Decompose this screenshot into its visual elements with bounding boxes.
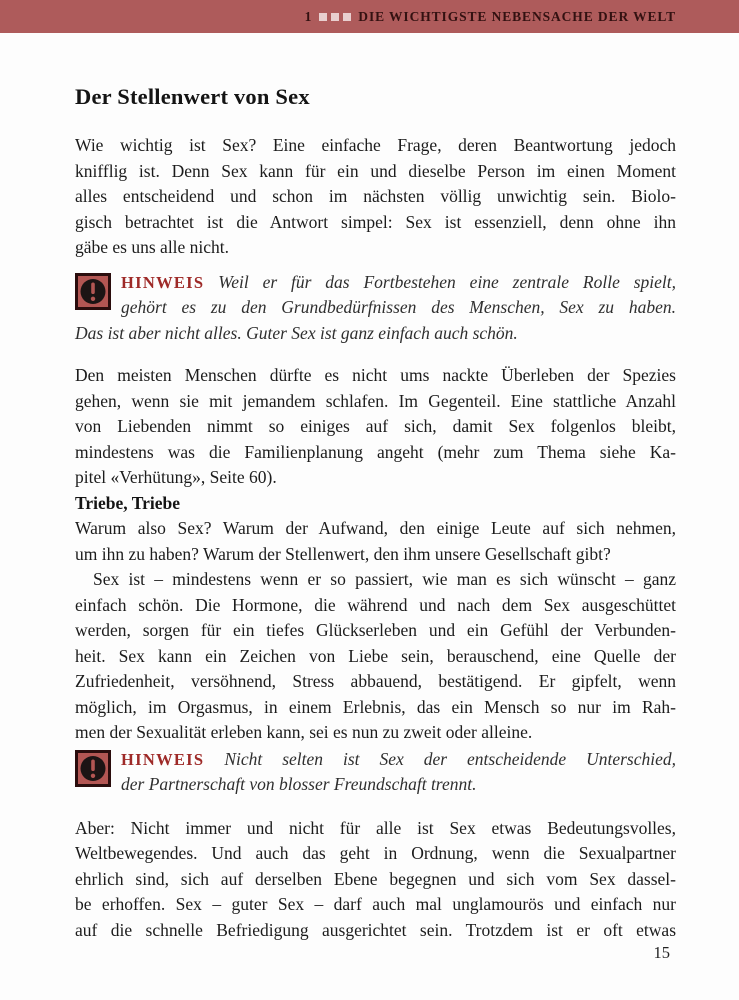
page-number: 15 xyxy=(653,943,670,962)
text-line: men der Sexualität erleben kann, sei es nun zu zweit oder alleine. xyxy=(75,722,533,742)
text-line: ehrlich sind, sich auf derselben Ebene begegnen und sich vom Sex dassel- xyxy=(75,868,676,889)
text-line: möglich, im Orgasmus, in einem Erlebnis, das ein Mensch so nur im Rah- xyxy=(75,696,676,717)
square-icon xyxy=(331,13,339,21)
chapter-header-bar xyxy=(0,0,739,33)
text-line: alles entscheidend und schon im nächsten völlig unwichtig sein. Biolo- xyxy=(75,186,676,206)
text-line: gisch betrachtet ist die Antwort simpel: Sex ist essenziell, denn ohne ihn xyxy=(75,211,676,232)
exclamation-warning-icon xyxy=(75,750,111,787)
paragraph-5 xyxy=(75,816,676,944)
text-line: Wie wichtig ist Sex? Eine einfache Frage, deren Beantwortung jedoch xyxy=(75,135,676,155)
exclamation-warning-icon xyxy=(75,273,111,310)
hinweis-label: HINWEIS xyxy=(121,749,205,769)
paragraph-1 xyxy=(75,133,676,261)
text-line: Weltbewegendes. Und auch das geht in Ordnung, wenn die Sexualpartner xyxy=(75,843,676,863)
text-line: gäbe es uns alle nicht. xyxy=(75,237,230,257)
hinweis-line: gehört es zu den Grundbedürfnissen des Menschen, Sex zu haben. xyxy=(121,297,676,317)
paragraph-4 xyxy=(75,567,676,746)
sub-heading: Triebe, Triebe xyxy=(75,492,180,513)
text-line: gehen, wenn sie mit jemandem schlafen. Im Gegenteil. Eine stattliche Anzahl xyxy=(75,390,676,411)
hinweis-line xyxy=(75,270,676,296)
page-footer xyxy=(0,943,739,963)
page-content xyxy=(0,84,739,943)
hinweis-label: HINWEIS xyxy=(121,272,205,292)
text-line: von Liebenden nimmt so einiges auf sich, damit Sex folgenlos bleibt, xyxy=(75,416,676,436)
text-line: Den meisten Menschen dürfte es nicht ums nackte Überleben der Spezies xyxy=(75,365,676,385)
text-line: Warum also Sex? Warum der Aufwand, den einige Leute auf sich nehmen, xyxy=(75,518,676,538)
text-line: einfach schön. Die Hormone, die während und nach dem Sex ausgeschüttet xyxy=(75,594,676,615)
chapter-squares-decoration xyxy=(319,13,351,21)
text-line: Sex ist – mindestens wenn er so passiert, wie man es sich wünscht – ganz xyxy=(93,569,676,589)
chapter-number: 1 xyxy=(304,8,313,24)
text-line: pitel «Verhütung», Seite 60). xyxy=(75,467,277,487)
text-line: Zufriedenheit, versöhnend, Stress abbauend, bestätigend. Er gipfelt, wenn xyxy=(75,671,676,691)
hinweis-box-1 xyxy=(75,270,676,347)
square-icon xyxy=(319,13,327,21)
paragraph-3 xyxy=(75,516,676,567)
text-line: knifflig ist. Denn Sex kann für ein und dieselbe Person im einen Moment xyxy=(75,160,676,181)
text-line: Aber: Nicht immer und nicht für alle ist Sex etwas Bedeutungsvolles, xyxy=(75,817,676,838)
text-line: werden, sorgen für ein tiefes Glückserleben und ein Gefühl der Verbunden- xyxy=(75,620,676,640)
hinweis-line xyxy=(75,747,676,773)
hinweis-text: Nicht selten ist Sex der entscheidende Unterschied, xyxy=(224,748,676,769)
hinweis-line: Das ist aber nicht alles. Guter Sex ist ganz einfach auch schön. xyxy=(75,322,518,343)
square-icon xyxy=(343,13,351,21)
hinweis-box-2 xyxy=(75,747,676,798)
hinweis-line: der Partnerschaft von blosser Freundschaft trennt. xyxy=(121,774,477,794)
hinweis-text: Weil er für das Fortbestehen eine zentrale Rolle spielt, xyxy=(218,271,677,292)
text-line: be erhoffen. Sex – guter Sex – darf auch mal unglamourös und einfach nur xyxy=(75,894,676,914)
article-title: Der Stellenwert von Sex xyxy=(75,84,310,109)
text-line: um ihn zu haben? Warum der Stellenwert, den ihm unsere Gesellschaft gibt? xyxy=(75,543,611,564)
paragraph-2 xyxy=(75,363,676,491)
text-line: mindestens was die Familienplanung angeht (mehr zum Thema siehe Ka- xyxy=(75,441,676,462)
chapter-title: DIE WICHTIGSTE NEBENSACHE DER WELT xyxy=(358,8,676,24)
text-line: heit. Sex kann ein Zeichen von Liebe sein, berauschend, eine Quelle der xyxy=(75,645,676,666)
text-line: auf die schnelle Befriedigung ausgerichtet sein. Trotzdem ist er oft etwas xyxy=(75,919,676,940)
